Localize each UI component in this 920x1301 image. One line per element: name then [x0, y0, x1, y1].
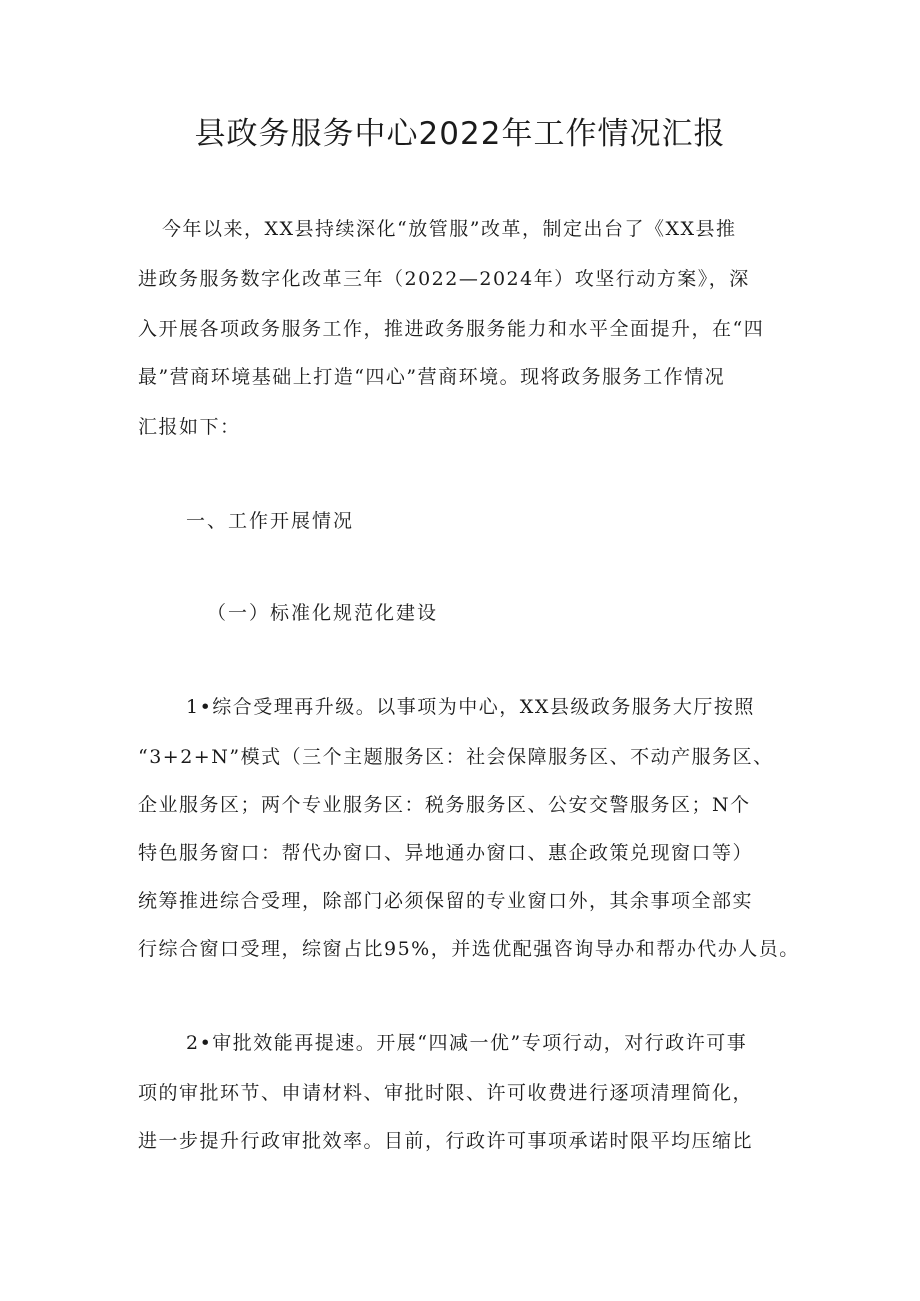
document-title: 县政务服务中心2022年工作情况汇报	[194, 116, 726, 152]
item1-line-1: 1•综合受理再升级。以事项为中心，XX县级政务服务大厅按照	[186, 696, 755, 718]
item2-line-3: 进一步提升行政审批效率。目前，行政许可事项承诺时限平均压缩比	[138, 1130, 754, 1152]
intro-line-3: 入开展各项政务服务工作，推进政务服务能力和水平全面提升，在“四	[138, 318, 765, 340]
item1-line-2: “3+2+N”模式（三个主题服务区：社会保障服务区、不动产服务区、	[138, 746, 774, 768]
item1-line-5: 统筹推进综合受理，除部门必须保留的专业窗口外，其余事项全部实	[138, 890, 754, 912]
subsection-heading-1: （一）标准化规范化建设	[207, 602, 439, 624]
intro-line-5: 汇报如下：	[138, 416, 241, 438]
item1-line-3: 企业服务区；两个专业服务区：税务服务区、公安交警服务区；N个	[138, 794, 751, 816]
item1-line-4: 特色服务窗口：帮代办窗口、异地通办窗口、惠企政策兑现窗口等）	[138, 842, 754, 864]
item1-line-6: 行综合窗口受理，综窗占比95%，并选优配强咨询导办和帮办代办人员。	[138, 938, 800, 960]
item2-line-1: 2•审批效能再提速。开展“四减一优”专项行动，对行政许可事	[186, 1032, 748, 1054]
item2-line-2: 项的审批环节、申请材料、审批时限、许可收费进行逐项清理简化，	[138, 1082, 754, 1104]
intro-line-4: 最”营商环境基础上打造“四心”营商环境。现将政务服务工作情况	[138, 366, 726, 388]
intro-line-2: 进政务服务数字化改革三年（2022—2024年）攻坚行动方案》，深	[138, 268, 750, 290]
intro-line-1: 今年以来，XX县持续深化“放管服”改革，制定出台了《XX县推	[162, 218, 737, 240]
section-heading-1: 一、工作开展情况	[186, 510, 355, 532]
